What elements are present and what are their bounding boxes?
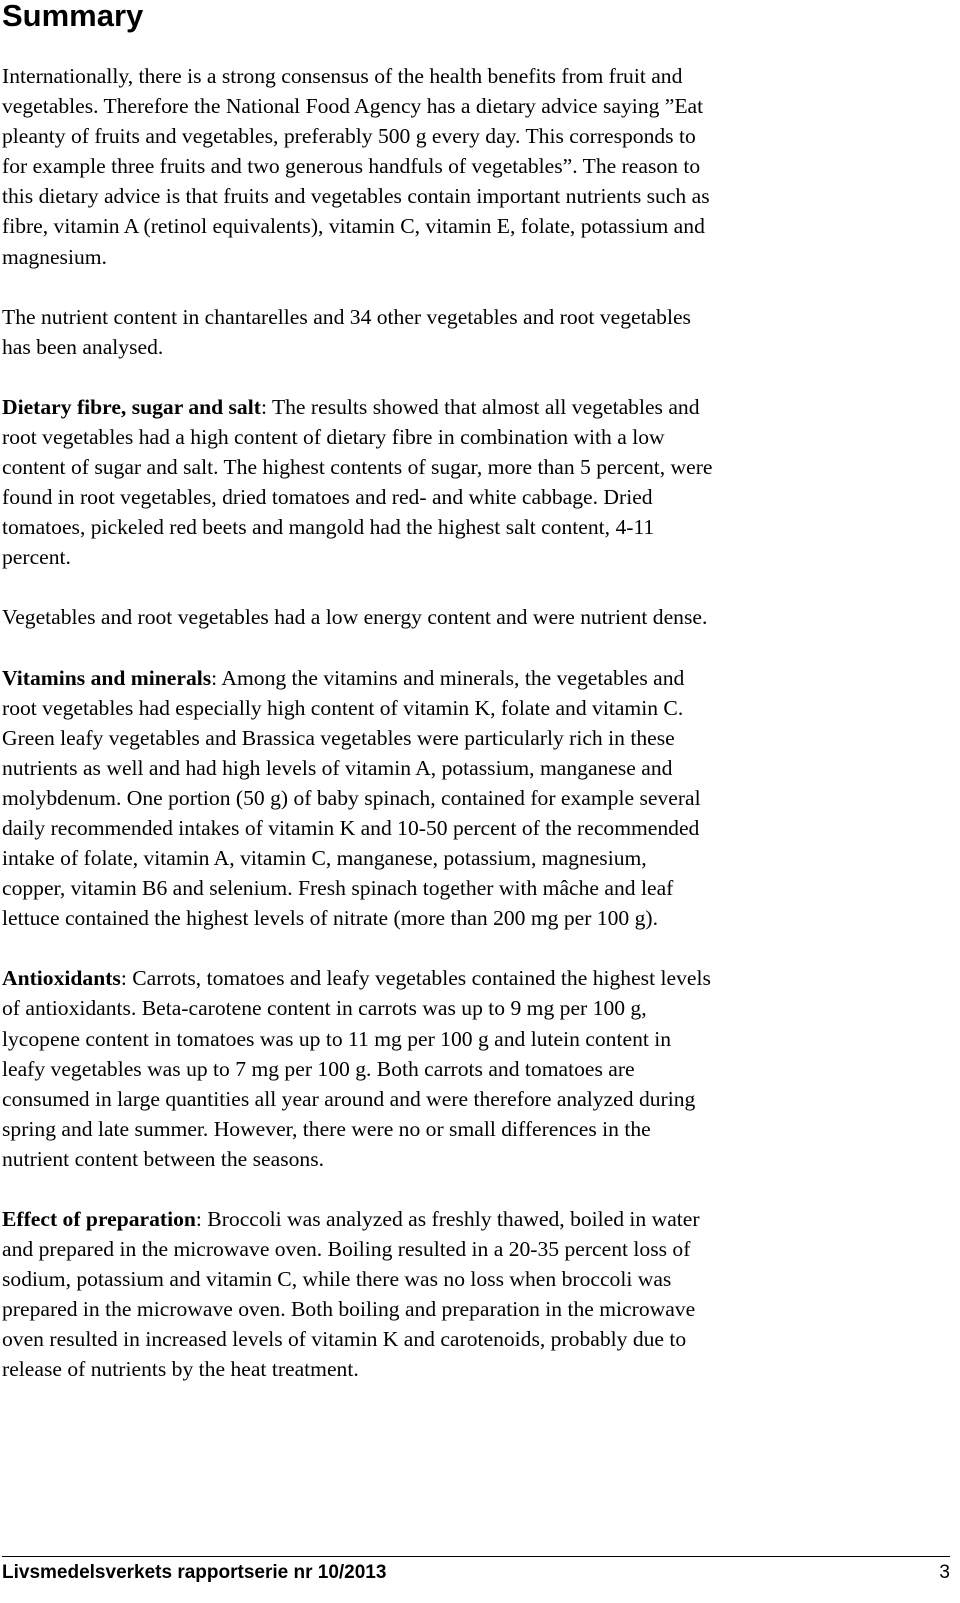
text-line: vegetables. Therefore the National Food Agency has a dietary advice saying ”Eat [2,94,704,119]
text-line [2,663,872,693]
text-run: : Carrots, tomatoes and leafy vegetables contained the highest levels [120,966,711,991]
text-line: found in root vegetables, dried tomatoes and red- and white cabbage. Dried [2,485,653,510]
text-line: this dietary advice is that fruits and vegetables contain important nutrients such as [2,184,710,209]
text-line: has been analysed. [2,334,164,359]
text-line: magnesium. [2,244,107,269]
paragraph-intro [2,61,872,272]
text-line: Internationally, there is a strong consensus of the health benefits from fruit and [2,64,683,88]
footer-divider [2,1556,950,1557]
text-line [2,1204,872,1234]
text-line: lycopene content in tomatoes was up to 11 mg per 100 g and lutein content in [2,1026,672,1051]
text-line: spring and late summer. However, there were no or small differences in the [2,1116,651,1141]
text-line: tomatoes, pickeled red beets and mangold had the highest salt content, 4-11 [2,515,655,540]
text-line: oven resulted in increased levels of vitamin K and carotenoids, probably due to [2,1327,687,1352]
text-line: The nutrient content in chantarelles and 34 other vegetables and root vegetables [2,304,691,329]
text-line: daily recommended intakes of vitamin K and 10-50 percent of the recommended [2,815,700,840]
text-run: : The results showed that almost all vegetables and [260,394,700,419]
text-line: content of sugar and salt. The highest contents of sugar, more than 5 percent, were [2,455,713,480]
text-line [2,963,872,993]
page-number: 3 [939,1562,950,1583]
text-line: Vegetables and root vegetables had a low energy content and were nutrient dense. [2,605,708,630]
text-line: nutrient content between the seasons. [2,1146,325,1171]
text-line: lettuce contained the highest levels of nitrate (more than 200 mg per 100 g). [2,906,659,931]
text-run: : Among the vitamins and minerals, the vegetables and [211,665,685,690]
text-line: consumed in large quantities all year around and were therefore analyzed during [2,1086,696,1111]
text-line: leafy vegetables was up to 7 mg per 100 g. Both carrots and tomatoes are [2,1056,635,1081]
text-line: Green leafy vegetables and Brassica vegetables were particularly rich in these [2,725,675,750]
text-line: percent. [2,545,71,570]
text-line: prepared in the microwave oven. Both boiling and preparation in the microwave [2,1297,696,1322]
text-line: molybdenum. One portion (50 g) of baby spinach, contained for example several [2,785,701,810]
text-line: of antioxidants. Beta-carotene content in carrots was up to 9 mg per 100 g, [2,996,647,1021]
page-footer [2,1556,950,1584]
footer-report-series: Livsmedelsverkets rapportserie nr 10/2013 [2,1562,387,1583]
paragraph-fibre-sugar-salt [2,392,872,573]
paragraph-energy [2,602,872,632]
paragraph-lead-heading: Dietary fibre, sugar and salt [2,394,261,419]
text-line: release of nutrients by the heat treatment. [2,1357,359,1382]
paragraph-lead-heading: Antioxidants [2,966,121,991]
text-line: for example three fruits and two generous handfuls of vegetables”. The reason to [2,154,701,179]
text-line: root vegetables had a high content of dietary fibre in combination with a low [2,424,665,449]
text-line: fibre, vitamin A (retinol equivalents), vitamin C, vitamin E, folate, potassium and [2,214,705,239]
text-line: pleanty of fruits and vegetables, preferably 500 g every day. This corresponds to [2,124,696,149]
text-line: and prepared in the microwave oven. Boiling resulted in a 20-35 percent loss of [2,1237,691,1262]
text-line: root vegetables had especially high content of vitamin K, folate and vitamin C. [2,695,684,720]
text-run: : Broccoli was analyzed as freshly thawed, boiled in water [195,1207,700,1231]
page-title: Summary [2,0,144,33]
paragraph-lead-heading: Effect of preparation [2,1207,196,1231]
summary-body [2,61,872,1415]
text-line: nutrients as well and had high levels of vitamin A, potassium, manganese and [2,755,673,780]
paragraph-antioxidants [2,963,872,1174]
text-line: sodium, potassium and vitamin C, while there was no loss when broccoli was [2,1267,672,1292]
paragraph-vitamins-minerals [2,663,872,934]
paragraph-lead-heading: Vitamins and minerals [2,665,212,690]
text-line: copper, vitamin B6 and selenium. Fresh spinach together with mâche and leaf [2,876,674,901]
text-line [2,392,872,422]
paragraph-preparation [2,1204,872,1385]
paragraph-analysis [2,302,872,362]
text-line: intake of folate, vitamin A, vitamin C, manganese, potassium, magnesium, [2,846,647,871]
